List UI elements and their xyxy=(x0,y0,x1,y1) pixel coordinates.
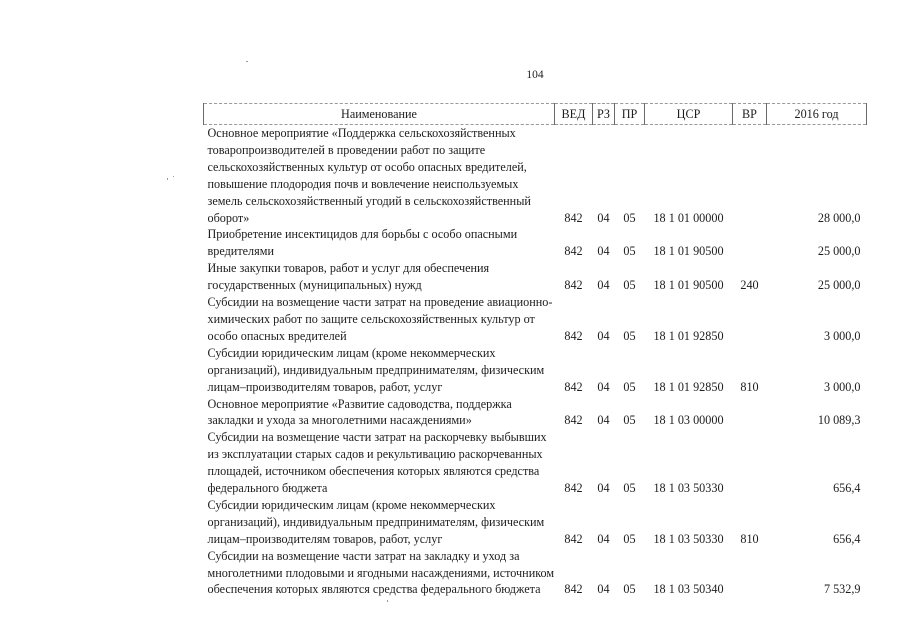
row-vr xyxy=(733,226,767,260)
row-ved: 842 xyxy=(564,481,583,496)
row-rz: 04 xyxy=(597,481,610,496)
col-header-year: 2016 год xyxy=(767,104,867,125)
row-amount: 3 000,0 xyxy=(823,379,861,394)
row-csr: 18 1 03 50330 xyxy=(653,531,724,546)
row-amount: 28 000,0 xyxy=(817,210,861,225)
table-row xyxy=(204,294,867,345)
table-row xyxy=(204,497,867,548)
row-csr: 18 1 01 90500 xyxy=(653,278,724,293)
row-pr: 05 xyxy=(623,379,636,394)
row-rz: 04 xyxy=(597,210,610,225)
row-amount: 10 089,3 xyxy=(817,413,861,428)
col-header-vr: ВР xyxy=(733,104,767,125)
row-pr: 05 xyxy=(623,244,636,259)
table-body xyxy=(204,125,867,599)
row-rz: 04 xyxy=(597,278,610,293)
row-rz: 04 xyxy=(597,413,610,428)
scan-speck xyxy=(387,600,388,602)
table-row xyxy=(204,548,867,599)
row-pr: 05 xyxy=(623,481,636,496)
row-name: Приобретение инсектицидов для борьбы с особо опасными вредителями xyxy=(207,227,518,259)
table-header-row xyxy=(204,104,867,125)
row-ved: 842 xyxy=(564,413,583,428)
table-row xyxy=(204,125,867,227)
row-ved: 842 xyxy=(564,210,583,225)
table-row xyxy=(204,345,867,396)
row-csr: 18 1 01 92850 xyxy=(653,379,724,394)
row-name: Основное мероприятие «Развитие садоводства, поддержка закладки и ухода за многолетними насаждениями» xyxy=(207,396,512,428)
row-csr: 18 1 01 90500 xyxy=(653,244,724,259)
col-header-ved: ВЕД xyxy=(555,104,593,125)
row-vr: 810 xyxy=(740,531,759,546)
row-rz: 04 xyxy=(597,328,610,343)
row-name: Субсидии юридическим лицам (кроме некоммерческих организаций), индивидуальным предпринимателям, физическим лицам–производителям товаров, работ, услуг xyxy=(207,345,545,394)
row-amount: 25 000,0 xyxy=(817,278,861,293)
row-pr: 05 xyxy=(623,531,636,546)
row-name: Субсидии на возмещение части затрат на раскорчевку выбывших из эксплуатации старых садов и рекультивацию раскорчеванных площадей, источником обеспечения которых являются средства федерального бюджета xyxy=(207,430,547,496)
col-header-rz: РЗ xyxy=(593,104,615,125)
row-amount: 3 000,0 xyxy=(823,328,861,343)
col-header-pr: ПР xyxy=(615,104,645,125)
row-ved: 842 xyxy=(564,531,583,546)
col-header-name: Наименование xyxy=(204,104,555,125)
row-pr: 05 xyxy=(623,278,636,293)
row-vr xyxy=(733,294,767,345)
row-pr: 05 xyxy=(623,582,636,597)
row-name: Субсидии юридическим лицам (кроме некоммерческих организаций), индивидуальным предпринимателям, физическим лицам–производителям товаров, работ, услуг xyxy=(207,497,545,546)
row-amount: 25 000,0 xyxy=(817,244,861,259)
row-vr xyxy=(733,125,767,227)
scan-speck xyxy=(167,178,168,180)
row-vr xyxy=(733,396,767,430)
row-vr xyxy=(733,548,767,599)
row-vr: 240 xyxy=(740,278,759,293)
row-rz: 04 xyxy=(597,379,610,394)
table-row xyxy=(204,226,867,260)
scan-speck xyxy=(173,176,174,177)
row-rz: 04 xyxy=(597,531,610,546)
row-amount: 7 532,9 xyxy=(823,582,861,597)
row-vr xyxy=(733,429,767,497)
budget-table xyxy=(203,103,867,598)
row-csr: 18 1 01 00000 xyxy=(653,210,724,225)
row-name: Иные закупки товаров, работ и услуг для обеспечения государственных (муниципальных) нужд xyxy=(207,261,490,293)
row-csr: 18 1 03 50330 xyxy=(653,481,724,496)
row-ved: 842 xyxy=(564,379,583,394)
row-ved: 842 xyxy=(564,244,583,259)
row-pr: 05 xyxy=(623,413,636,428)
scan-speck xyxy=(246,61,248,62)
row-amount: 656,4 xyxy=(833,481,861,496)
row-csr: 18 1 03 50340 xyxy=(653,582,724,597)
table-row xyxy=(204,429,867,497)
row-name: Субсидии на возмещение части затрат на закладку и уход за многолетними плодовыми и ягодными насаждениями, источником обеспечения которых являются средства федерального бюджета xyxy=(207,548,555,597)
row-csr: 18 1 03 00000 xyxy=(653,413,724,428)
row-rz: 04 xyxy=(597,582,610,597)
row-ved: 842 xyxy=(564,582,583,597)
row-vr: 810 xyxy=(740,379,759,394)
row-ved: 842 xyxy=(564,278,583,293)
row-pr: 05 xyxy=(623,328,636,343)
row-name: Субсидии на возмещение части затрат на проведение авиационно-химических работ по защите сельскохозяйственных культур от особо опасных вредителей xyxy=(207,295,553,343)
row-rz: 04 xyxy=(597,244,610,259)
row-ved: 842 xyxy=(564,328,583,343)
table-row xyxy=(204,396,867,430)
page-number: 104 xyxy=(526,69,544,81)
row-amount: 656,4 xyxy=(833,531,861,546)
row-name: Основное мероприятие «Поддержка сельскохозяйственных товаропроизводителей в проведении работ по защите сельскохозяйственных культур от особо опасных вредителей, повышение плодородия почв и вовлечение неиспользуемых земель сельскохозяйственный угодий в сельскохозяйственный оборот» xyxy=(207,126,531,225)
row-pr: 05 xyxy=(623,210,636,225)
col-header-csr: ЦСР xyxy=(645,104,733,125)
row-csr: 18 1 01 92850 xyxy=(653,328,724,343)
table-row xyxy=(204,260,867,294)
